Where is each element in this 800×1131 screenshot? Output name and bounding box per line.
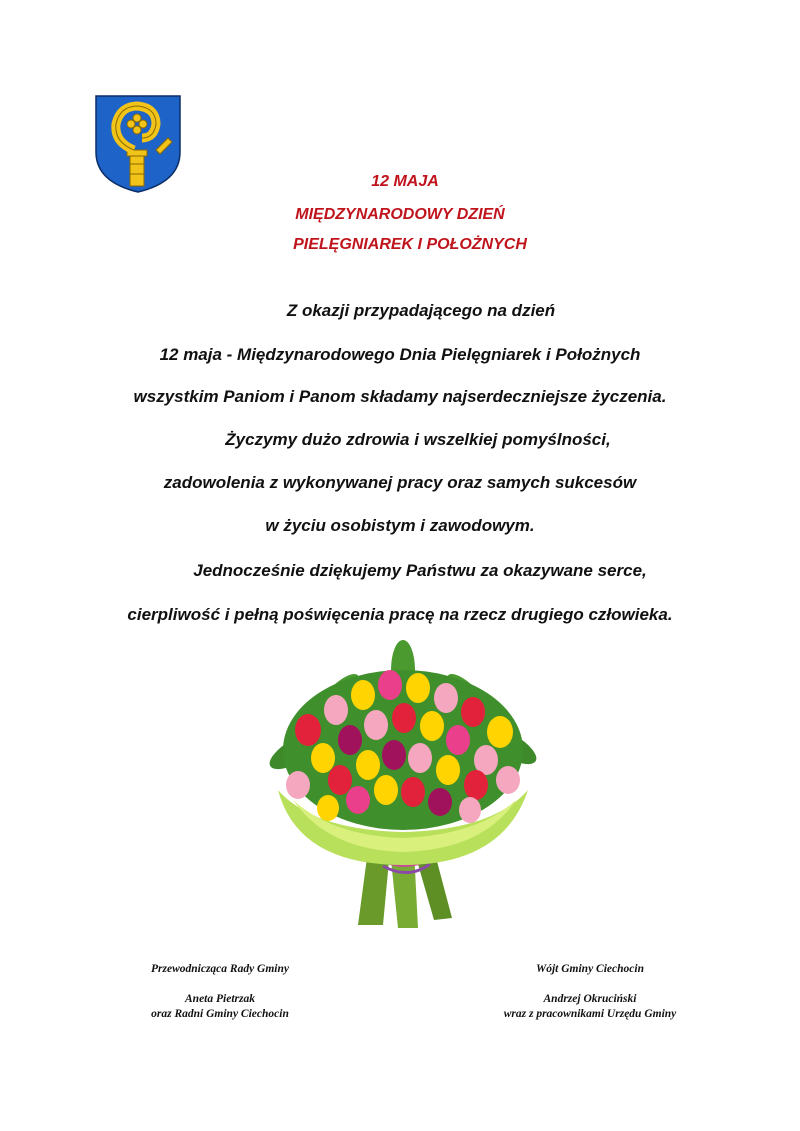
signature-right-name: Andrzej Okruciński bbox=[543, 993, 637, 1005]
body-line-5: zadowolenia z wykonywanej pracy oraz samych sukcesów bbox=[163, 473, 637, 492]
body-line-4: Życzymy dużo zdrowia i wszelkiej pomyślności, bbox=[225, 430, 611, 449]
signature-right-role: Wójt Gminy Ciechocin bbox=[536, 963, 644, 975]
title-profession: PIELĘGNIAREK I POŁOŻNYCH bbox=[293, 236, 527, 253]
body-line-8: cierpliwość i pełną poświęcenia pracę na rzecz drugiego człowieka. bbox=[127, 605, 673, 624]
body-line-1: Z okazji przypadającego na dzień bbox=[286, 301, 556, 320]
tulip-bouquet-icon bbox=[258, 640, 548, 930]
body-line-3: wszystkim Paniom i Panom składamy najserdeczniejsze życzenia. bbox=[133, 387, 667, 406]
body-line-6: w życiu osobistym i zawodowym. bbox=[265, 516, 535, 535]
title-day-name: MIĘDZYNARODOWY DZIEŃ bbox=[295, 206, 505, 223]
signature-left-extra: oraz Radni Gminy Ciechocin bbox=[151, 1008, 289, 1020]
signature-left-role: Przewodnicząca Rady Gminy bbox=[151, 963, 289, 975]
body-line-2: 12 maja - Międzynarodowego Dnia Pielęgniarek i Położnych bbox=[159, 345, 641, 364]
title-date: 12 MAJA bbox=[371, 173, 439, 190]
signature-left-name: Aneta Pietrzak bbox=[185, 993, 255, 1005]
body-line-7: Jednocześnie dziękujemy Państwu za okazywane serce, bbox=[193, 561, 647, 580]
signature-right-extra: wraz z pracownikami Urzędu Gminy bbox=[503, 1008, 677, 1020]
